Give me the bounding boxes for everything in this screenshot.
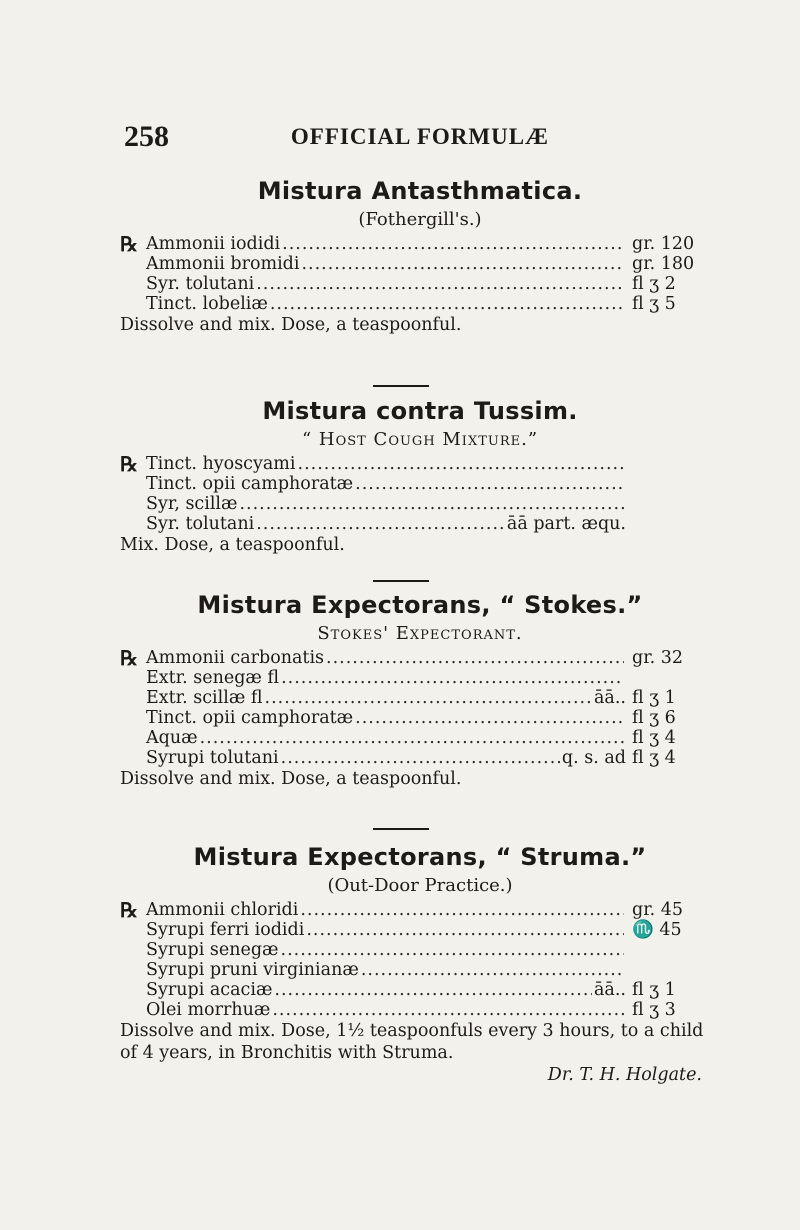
ingredient-name: Ammonii carbonatis xyxy=(146,648,325,668)
recipe-symbol: ℞ xyxy=(120,452,138,476)
ingredient-line xyxy=(120,274,720,294)
ingredient-name: Syrupi pruni virginianæ xyxy=(146,960,359,980)
ingredient-quantity: gr. 180 xyxy=(632,254,695,274)
dosage-note: Dissolve and mix. Dose, a teaspoonful. xyxy=(120,769,462,789)
ingredient-quantity: fl ʒ 1 xyxy=(632,980,676,1000)
ingredient-line xyxy=(120,920,720,940)
author-signature: Dr. T. H. Holgate. xyxy=(547,1065,702,1085)
ingredient-line xyxy=(120,254,720,274)
ingredient-part: āā.. xyxy=(594,688,626,708)
ingredient-name: Extr. senegæ fl xyxy=(146,668,280,688)
ingredient-line xyxy=(120,688,720,708)
formula-antasthmatica xyxy=(120,176,720,336)
ingredient-quantity: fl ʒ 2 xyxy=(632,274,676,294)
ingredient-name: Syr. tolutani xyxy=(146,514,255,534)
ingredient-line xyxy=(120,454,720,474)
section-divider xyxy=(373,828,429,830)
ingredient-name: Syrupi senegæ xyxy=(146,940,279,960)
ingredient-line xyxy=(120,494,720,514)
ingredient-name: Tinct. opii camphoratæ xyxy=(146,474,354,494)
recipe-symbol: ℞ xyxy=(120,232,138,256)
ingredient-name: Aquæ xyxy=(146,728,198,748)
section-divider xyxy=(373,385,429,387)
ingredient-name: Olei morrhuæ xyxy=(146,1000,271,1020)
ingredient-name: Syr. tolutani xyxy=(146,274,255,294)
ingredient-line xyxy=(120,514,720,534)
formula-expectorans-stokes xyxy=(120,590,720,790)
formula-subtitle: Stokes' Expectorant. xyxy=(317,623,523,644)
ingredient-quantity: fl ʒ 5 xyxy=(632,294,676,314)
ingredient-line xyxy=(120,648,720,668)
ingredient-name: Syrupi ferri iodidi xyxy=(146,920,305,940)
ingredient-line xyxy=(120,900,720,920)
ingredient-name: Tinct. hyoscyami xyxy=(146,454,296,474)
ingredient-quantity: fl ʒ 4 xyxy=(632,748,676,768)
ingredient-line xyxy=(120,728,720,748)
formula-title: Mistura Expectorans, “ Struma.” xyxy=(193,843,647,871)
ingredient-line xyxy=(120,748,720,768)
ingredient-line xyxy=(120,980,720,1000)
section-divider xyxy=(373,580,429,582)
formula-title: Mistura Antasthmatica. xyxy=(257,177,583,205)
ingredient-name: Tinct. opii camphoratæ xyxy=(146,708,354,728)
ingredient-line xyxy=(120,668,720,688)
recipe-symbol: ℞ xyxy=(120,646,138,670)
ingredient-line xyxy=(120,708,720,728)
ingredient-quantity: fl ʒ 3 xyxy=(632,1000,676,1020)
page-number: 258 xyxy=(124,120,169,153)
ingredient-line xyxy=(120,294,720,314)
dosage-note: Dissolve and mix. Dose, 1½ teaspoonfuls every 3 hours, to a child of 4 years, in Bronchitis with Struma. xyxy=(120,1021,704,1063)
ingredient-name: Tinct. lobeliæ xyxy=(146,294,268,314)
ingredient-line xyxy=(120,234,720,254)
page-header xyxy=(120,120,720,160)
ingredient-quantity: gr. 32 xyxy=(632,648,684,668)
ingredient-line xyxy=(120,1000,720,1020)
ingredient-name: Ammonii iodidi xyxy=(146,234,281,254)
ingredient-quantity: fl ʒ 1 xyxy=(632,688,676,708)
ingredient-line xyxy=(120,940,720,960)
dosage-note: Dissolve and mix. Dose, a teaspoonful. xyxy=(120,315,462,335)
ingredient-part: āā part. æqu. xyxy=(506,514,626,534)
formula-subtitle: (Fothergill's.) xyxy=(358,209,482,230)
formula-subtitle: “ Host Cough Mixture.” xyxy=(301,429,539,450)
running-title: OFFICIAL FORMULÆ xyxy=(290,124,550,149)
ingredient-name: Syrupi acaciæ xyxy=(146,980,273,1000)
ingredient-line xyxy=(120,960,720,980)
ingredient-name: Ammonii bromidi xyxy=(146,254,300,274)
ingredient-name: Syr, scillæ xyxy=(146,494,238,514)
recipe-symbol: ℞ xyxy=(120,898,138,922)
formula-contra-tussim xyxy=(120,396,720,556)
ingredient-name: Extr. scillæ fl xyxy=(146,688,263,708)
ingredient-quantity: ♏ 45 xyxy=(632,920,682,940)
ingredient-quantity: fl ʒ 6 xyxy=(632,708,676,728)
ingredient-part: q. s. ad xyxy=(561,748,626,768)
ingredient-name: Ammonii chloridi xyxy=(146,900,299,920)
dosage-note: Mix. Dose, a teaspoonful. xyxy=(120,535,345,555)
formula-expectorans-struma xyxy=(120,842,720,1086)
ingredient-quantity: gr. 120 xyxy=(632,234,695,254)
ingredient-name: Syrupi tolutani xyxy=(146,748,279,768)
ingredient-line xyxy=(120,474,720,494)
formula-title: Mistura Expectorans, “ Stokes.” xyxy=(197,591,643,619)
ingredient-part: āā.. xyxy=(594,980,626,1000)
ingredient-quantity: fl ʒ 4 xyxy=(632,728,676,748)
formula-title: Mistura contra Tussim. xyxy=(262,397,578,425)
formula-subtitle: (Out-Door Practice.) xyxy=(327,875,513,896)
ingredient-quantity: gr. 45 xyxy=(632,900,684,920)
